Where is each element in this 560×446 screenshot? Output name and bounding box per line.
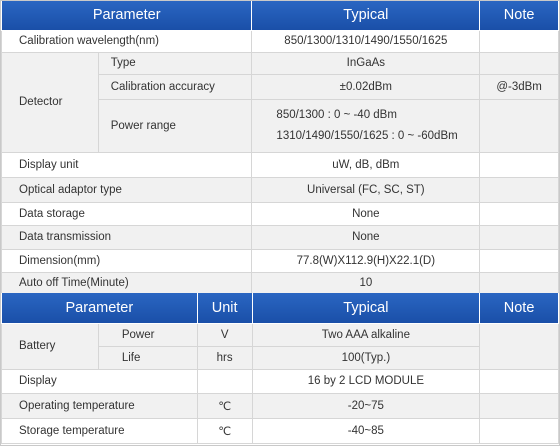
row-note bbox=[480, 418, 559, 443]
row-label: Life bbox=[98, 346, 197, 369]
battery-note bbox=[480, 323, 559, 369]
table-header bbox=[2, 293, 559, 323]
row-label: Power range bbox=[98, 99, 252, 152]
row-label: Display unit bbox=[2, 152, 252, 177]
row-note bbox=[480, 152, 559, 177]
row-note bbox=[480, 52, 559, 74]
power-range-line-1: 850/1300 : 0 ~ -40 dBm bbox=[276, 108, 397, 121]
row-label: Dimension(mm) bbox=[2, 249, 252, 272]
table-row bbox=[2, 152, 559, 177]
row-label: Optical adaptor type bbox=[2, 177, 252, 202]
row-value: 16 by 2 LCD MODULE bbox=[252, 369, 480, 393]
row-value: Universal (FC, SC, ST) bbox=[252, 177, 480, 202]
row-unit bbox=[197, 369, 252, 393]
table-row bbox=[2, 272, 559, 293]
row-value: -40~85 bbox=[252, 418, 480, 443]
row-note bbox=[480, 225, 559, 249]
row-value: ±0.02dBm bbox=[252, 74, 480, 99]
table-row bbox=[2, 177, 559, 202]
row-label: Power bbox=[98, 323, 197, 346]
row-note: @-3dBm bbox=[480, 74, 559, 99]
battery-environment-table bbox=[1, 293, 559, 444]
row-note bbox=[480, 249, 559, 272]
table-row bbox=[2, 202, 559, 225]
row-value: 10 bbox=[252, 272, 480, 293]
row-unit: ℃ bbox=[197, 393, 252, 418]
row-value: 77.8(W)X112.9(H)X22.1(D) bbox=[252, 249, 480, 272]
row-note bbox=[480, 202, 559, 225]
row-value: 100(Typ.) bbox=[252, 346, 480, 369]
specifications-table bbox=[1, 1, 559, 294]
row-note bbox=[480, 30, 559, 52]
table-row bbox=[2, 323, 559, 346]
row-note bbox=[480, 99, 559, 152]
row-value: Two AAA alkaline bbox=[252, 323, 480, 346]
header-parameter: Parameter bbox=[2, 293, 198, 323]
row-label: Auto off Time(Minute) bbox=[2, 272, 252, 293]
row-value: uW, dB, dBm bbox=[252, 152, 480, 177]
table-row bbox=[2, 52, 559, 74]
power-range-value bbox=[252, 99, 480, 152]
table-header bbox=[2, 1, 559, 30]
header-typical: Typical bbox=[252, 1, 480, 30]
row-unit: hrs bbox=[197, 346, 252, 369]
row-label: Display bbox=[2, 369, 198, 393]
row-label: Type bbox=[98, 52, 252, 74]
row-note bbox=[480, 393, 559, 418]
header-typical: Typical bbox=[252, 293, 480, 323]
row-label: Data storage bbox=[2, 202, 252, 225]
row-unit: V bbox=[197, 323, 252, 346]
row-value: 850/1300/1310/1490/1550/1625 bbox=[252, 30, 480, 52]
header-parameter: Parameter bbox=[2, 1, 252, 30]
table-row bbox=[2, 418, 559, 443]
row-unit: ℃ bbox=[197, 418, 252, 443]
table-row bbox=[2, 249, 559, 272]
row-label: Operating temperature bbox=[2, 393, 198, 418]
table-row bbox=[2, 393, 559, 418]
row-value: -20~75 bbox=[252, 393, 480, 418]
row-note bbox=[480, 369, 559, 393]
row-label: Calibration accuracy bbox=[98, 74, 252, 99]
table-row bbox=[2, 369, 559, 393]
row-note bbox=[480, 177, 559, 202]
power-range-line-2: 1310/1490/1550/1625 : 0 ~ -60dBm bbox=[276, 129, 458, 142]
header-note: Note bbox=[480, 1, 559, 30]
table-row bbox=[2, 225, 559, 249]
row-value: None bbox=[252, 225, 480, 249]
header-note: Note bbox=[480, 293, 559, 323]
row-value: None bbox=[252, 202, 480, 225]
row-label: Calibration wavelength(nm) bbox=[2, 30, 252, 52]
battery-label: Battery bbox=[2, 323, 99, 369]
table-row bbox=[2, 30, 559, 52]
row-note bbox=[480, 272, 559, 293]
row-label: Data transmission bbox=[2, 225, 252, 249]
detector-label: Detector bbox=[2, 52, 99, 152]
header-unit: Unit bbox=[197, 293, 252, 323]
row-value: InGaAs bbox=[252, 52, 480, 74]
row-label: Storage temperature bbox=[2, 418, 198, 443]
